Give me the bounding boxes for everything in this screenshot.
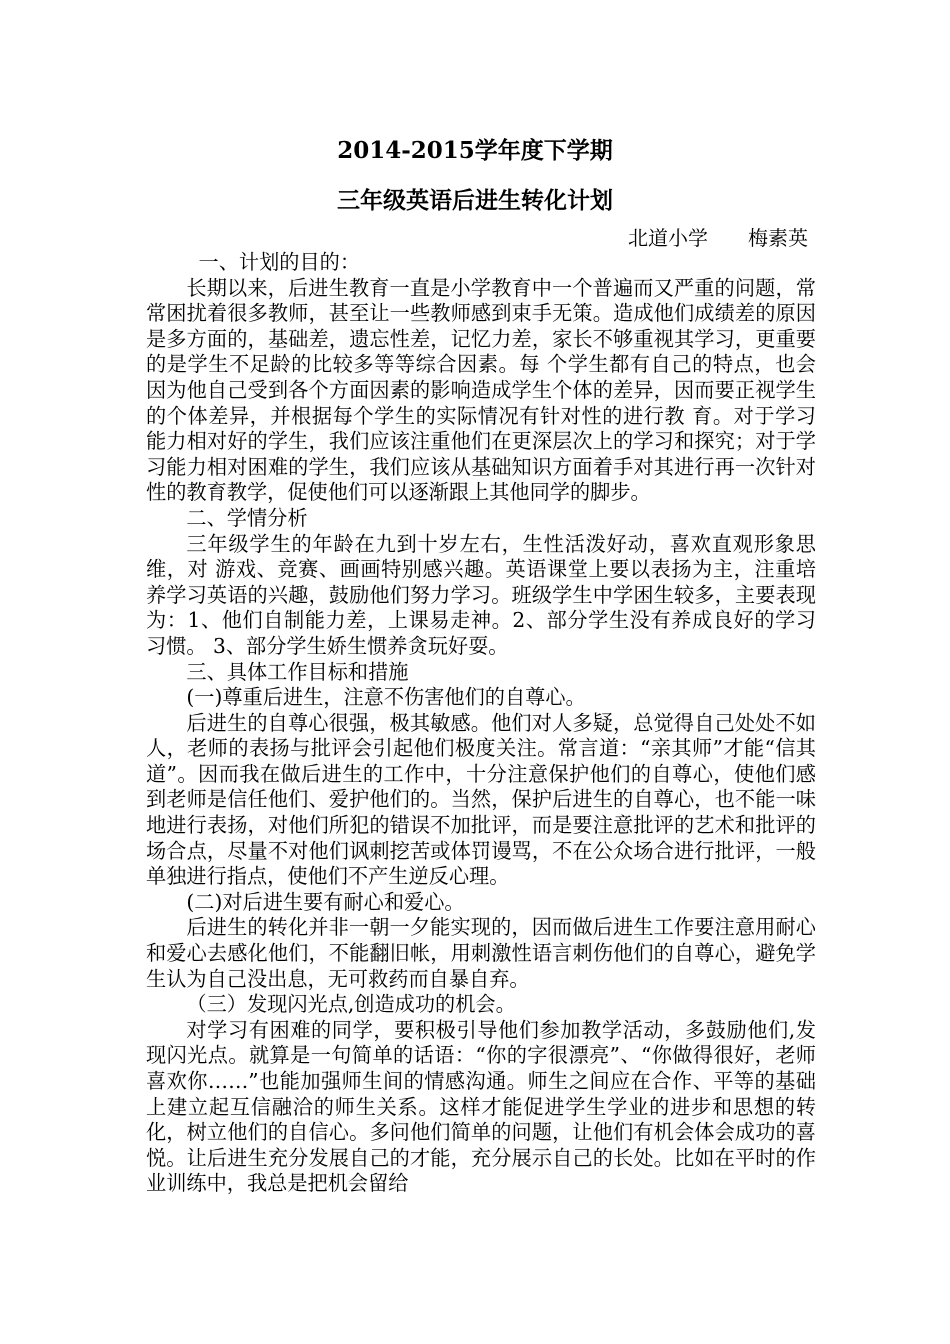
document-body — [146, 250, 816, 1197]
subheading-respect: (一)尊重后进生，注意不伤害他们的自尊心。 — [186, 685, 586, 710]
paragraph-patience: 后进生的转化并非一朝一夕能实现的，因而做后进生工作要注意用耐心和爱心去感化他们，不能翻旧帐，用刺激性语言刺伤他们的自尊心，避免学生认为自己没出息，无可救药而自暴自弃。 — [146, 915, 816, 991]
section-heading-measures: 三、具体工作目标和措施 — [186, 659, 409, 684]
document-title: 三年级英语后进生转化计划 — [337, 187, 613, 214]
paragraph-analysis: 三年级学生的年龄在九到十岁左右，生性活泼好动，喜欢直观形象思维，对 游戏、竞赛、画画特别感兴趣。英语课堂上要以表扬为主，注重培养学习英语的兴趣，鼓励他们努力学习。班级学生中学困生较多，主要表现为：1、他们自制能力差，上课易走神。2、部分学生没有养成良好的学习习惯。 3、部分学生娇生惯养贪玩好耍。 — [146, 531, 816, 658]
author-line: 北道小学 梅素英 — [628, 226, 808, 250]
section-heading-purpose: 一、计划的目的： — [198, 250, 361, 274]
subheading-patience: (二)对后进生要有耐心和爱心。 — [186, 889, 465, 914]
paragraph-bright-spots: 对学习有困难的同学，要积极引导他们参加教学活动，多鼓励他们,发现闪光点。就算是一句简单的话语：“你的字很漂亮”、“你做得很好，老师喜欢你……”也能加强师生间的情感沟通。师生之间应在合作、平等的基础上建立起互信融洽的师生关系。这样才能促进学生学业的进步和思想的转化，树立他们的自信心。多问他们简单的问题，让他们有机会体会成功的喜悦。让后进生充分发展自己的才能，充分展示自己的长处。比如在平时的作业训练中，我总是把机会留给 — [146, 1017, 816, 1196]
document-title-year: 2014-2015学年度下学期 — [337, 137, 613, 164]
subheading-bright-spots: （三）发现闪光点,创造成功的机会。 — [186, 992, 516, 1017]
paragraph-purpose: 长期以来，后进生教育一直是小学教育中一个普遍而又严重的问题，常常困扰着很多教师，甚至让一些教师感到束手无策。造成他们成绩差的原因是多方面的，基础差，遗忘性差，记忆力差，家长不够重视其学习，更重要的是学生不足龄的比较多等等综合因素。每 个学生都有自己的特点，也会因为他自己受到各个方面因素的影响造成学生个体的差异，因而要正视学生的个体差异，并根据每个学生的实际情况有针对性的进行教 育。对于学习能力相对好的学生，我们应该注重他们在更深层次上的学习和探究；对于学习能力相对困难的学生，我们应该从基础知识方面着手对其进行再一次针对 性的教育教学，促使他们可以逐渐跟上其他同学的脚步。 — [146, 275, 816, 505]
section-heading-analysis: 二、学情分析 — [186, 505, 308, 530]
paragraph-respect: 后进生的自尊心很强，极其敏感。他们对人多疑，总觉得自己处处不如人，老师的表扬与批评会引起他们极度关注。常言道：“亲其师”才能“信其道”。因而我在做后进生的工作中，十分注意保护他们的自尊心，使他们感到老师是信任他们、爱护他们的。当然，保护后进生的自尊心，也不能一味地进行表扬，对他们所犯的错误不加批评，而是要注意批评的艺术和批评的场合点，尽量不对他们讽刺挖苦或体罚谩骂，不在公众场合进行批评，一般单独进行指点，使他们不产生逆反心理。 — [146, 710, 816, 889]
